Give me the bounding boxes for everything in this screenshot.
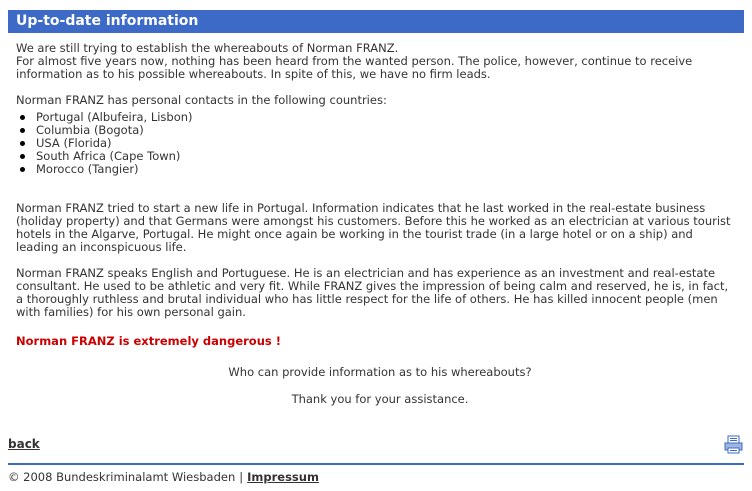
footer: [8, 471, 319, 484]
portugal-paragraph: Norman FRANZ tried to start a new life in Portugal. Information indicates that he last worked in the real-estate business (holiday property) and that Germans were amongst his customers. Before this he worked as an electrician at various tourist hotels in the Algarve, Portugal. He might once again be working in the tourist trade (in a large hotel or on a ship) and leading an inconspicuous life.: [16, 201, 731, 254]
intro-line-1: We are still trying to establish the whereabouts of Norman FRANZ.: [16, 41, 399, 55]
back-link[interactable]: back: [8, 437, 40, 451]
question-text: Who can provide information as to his whereabouts?: [228, 365, 532, 379]
footer-separator: |: [239, 470, 244, 484]
contacts-lead: Norman FRANZ has personal contacts in the following countries:: [16, 93, 387, 107]
list-item: Morocco (Tangier): [16, 163, 738, 176]
intro-line-2: For almost five years now, nothing has been heard from the wanted person. The police, however, continue to receive information as to his possible whereabouts. In spite of this, we have no firm leads.: [16, 54, 693, 81]
list-item: Portugal (Albufeira, Lisbon): [16, 111, 738, 124]
main-content: [16, 42, 738, 406]
profile-paragraph: Norman FRANZ speaks English and Portuguese. He is an electrician and has experience as an investment and real-estate consultant. He used to be athletic and very fit. While FRANZ gives the impression of being calm and reserved, he is, in fact, a thoroughly ruthless and brutal individual who has little respect for the life of others. He has killed innocent people (men with families) for his own personal gain.: [16, 266, 729, 319]
countries-list: [16, 111, 738, 176]
list-item: Columbia (Bogota): [16, 124, 738, 137]
copyright-text: © 2008 Bundeskriminalamt Wiesbaden: [8, 470, 236, 484]
printer-icon[interactable]: [724, 435, 743, 454]
list-item: South Africa (Cape Town): [16, 150, 738, 163]
list-item: USA (Florida): [16, 137, 738, 150]
danger-warning: Norman FRANZ is extremely dangerous !: [16, 334, 281, 348]
thanks-text: Thank you for your assistance.: [291, 392, 469, 406]
impressum-link[interactable]: Impressum: [247, 470, 319, 484]
page-title: Up-to-date information: [8, 10, 744, 33]
footer-divider: [8, 463, 744, 465]
